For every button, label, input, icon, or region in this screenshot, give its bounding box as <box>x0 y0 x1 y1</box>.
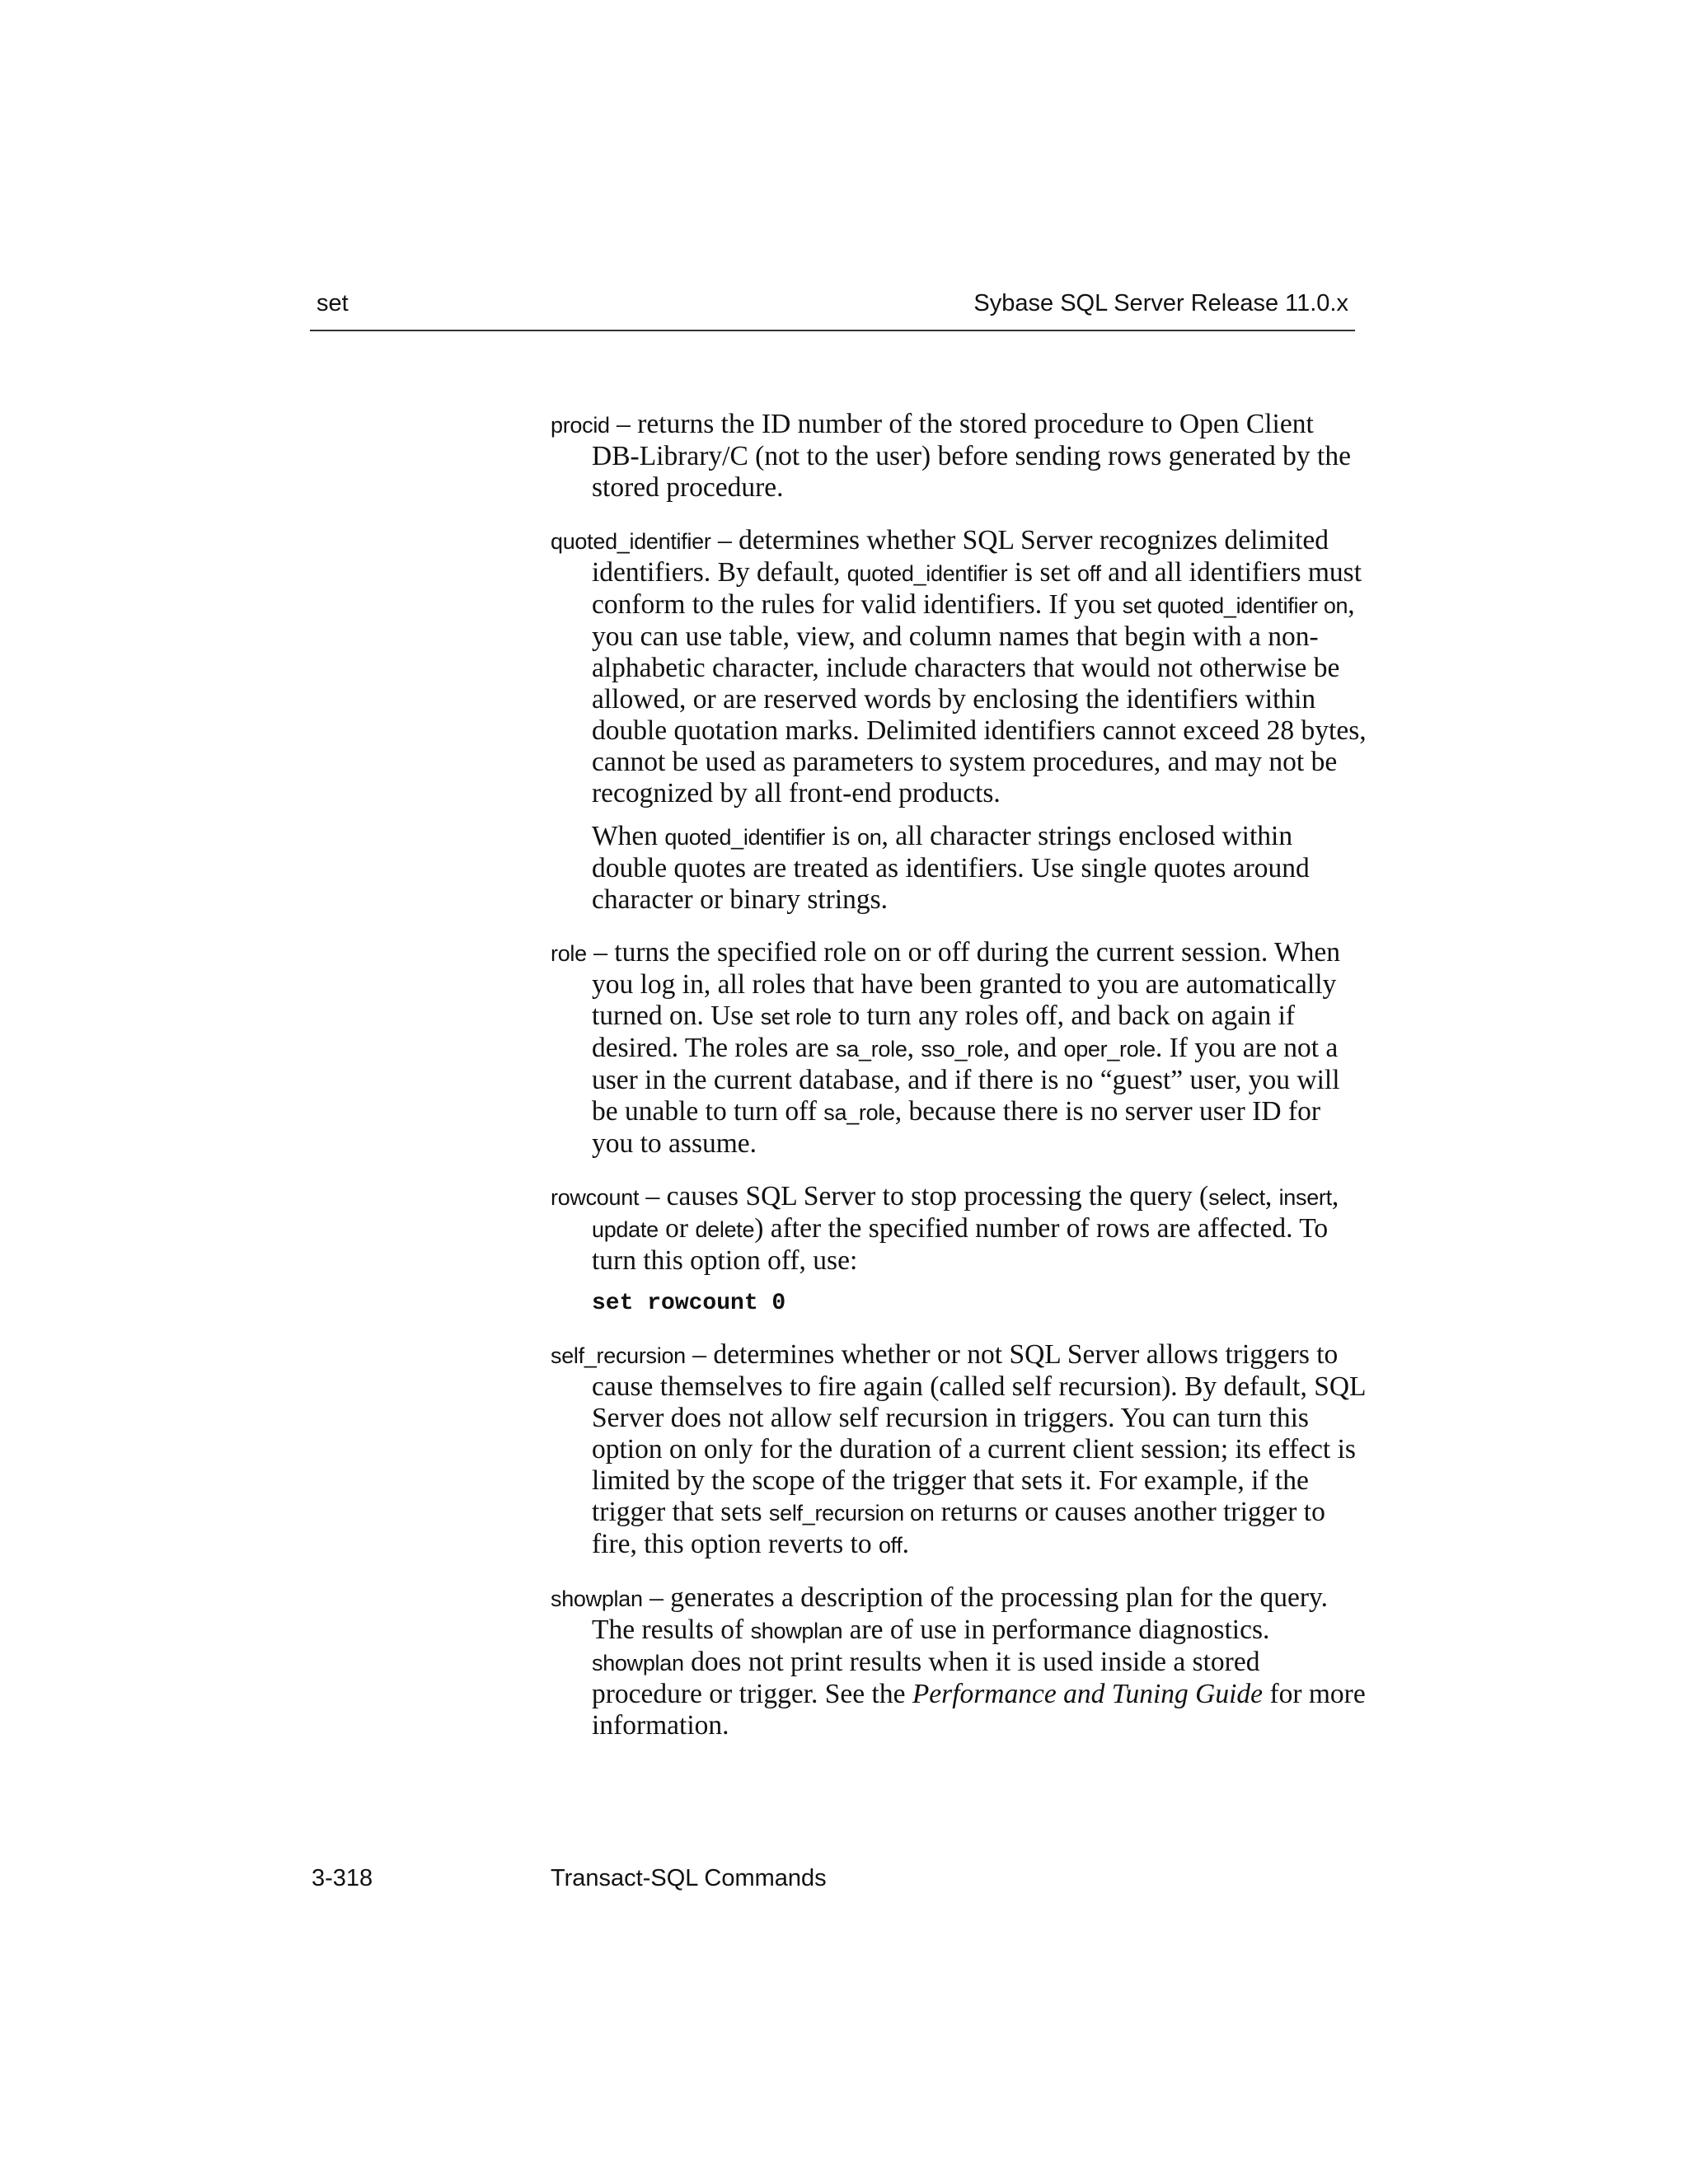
keyword: showplan <box>750 1619 843 1643</box>
footer-chapter-title: Transact-SQL Commands <box>551 1865 827 1891</box>
keyword: sa_role <box>836 1037 907 1062</box>
text-run: is set <box>1007 557 1078 588</box>
option-term: role <box>551 941 587 966</box>
text-run: for more information. <box>592 1679 1366 1741</box>
header-section-name: set <box>316 290 349 316</box>
keyword: update <box>592 1217 659 1242</box>
text-run: – generates a description of the processing plan for the query. The results of <box>592 1582 1329 1645</box>
text-run: to turn any roles off, and back on again if desired. The roles are <box>592 1001 1296 1063</box>
keyword: quoted_identifier <box>846 561 1008 586</box>
text-run: and all identifiers must conform to the rules for valid identifiers. If you <box>592 557 1362 620</box>
text-run: , <box>907 1033 921 1063</box>
text-run: . <box>902 1529 909 1559</box>
text-run: When <box>592 821 665 851</box>
keyword: showplan <box>592 1651 684 1675</box>
page-number: 3-318 <box>312 1865 373 1891</box>
option-term: procid <box>551 413 610 438</box>
text-run: , all character strings enclosed within double quotes are treated as identifiers. Use single quotes around character or binary strings. <box>592 821 1310 915</box>
keyword: off <box>1077 561 1101 586</box>
text-run: does not print results when it is used inside a stored procedure or trigger. See the <box>592 1647 1260 1709</box>
text-run: . If you are not a user in the current database, and if there is no “guest” user, you will be unable to turn off <box>592 1033 1340 1127</box>
page-header <box>310 287 1355 331</box>
option-term: rowcount <box>551 1185 640 1210</box>
text-run: – determines whether or not SQL Server allows triggers to cause themselves to fire again (called self recursion). By default, SQL Server does not allow self recursion in triggers. You can turn this option on only for the duration of a current client session; its effect is limited by the scope of the trigger that sets it. For example, if the trigger that sets <box>592 1339 1366 1527</box>
entry-procid <box>551 409 1367 504</box>
option-term: quoted_identifier <box>551 529 711 554</box>
document-body <box>551 409 1367 1763</box>
text-run: ) after the specified number of rows are affected. To turn this option off, use: <box>592 1213 1329 1276</box>
entry-role <box>551 937 1367 1160</box>
keyword: set quoted_identifier on <box>1122 593 1348 618</box>
book-title: Performance and Tuning Guide <box>912 1679 1264 1709</box>
header-release-title: Sybase SQL Server Release 11.0.x <box>973 290 1348 316</box>
keyword: on <box>857 825 882 850</box>
text-run: , because there is no server user ID for you to assume. <box>592 1096 1320 1159</box>
keyword: select <box>1208 1185 1265 1210</box>
keyword: oper_role <box>1063 1037 1156 1062</box>
keyword: off <box>878 1533 903 1558</box>
entry-quoted-identifier <box>551 525 1367 809</box>
entry-self-recursion <box>551 1339 1367 1561</box>
entry-rowcount <box>551 1181 1367 1277</box>
text-run: , and <box>1002 1033 1064 1063</box>
keyword: delete <box>695 1217 755 1242</box>
text-run: returns or causes another trigger to fire, this option reverts to <box>592 1497 1325 1559</box>
code-example: set rowcount 0 <box>592 1291 786 1316</box>
text-run: , you can use table, view, and column names that begin with a non-alphabetic character, include characters that would not otherwise be allowed, or are reserved words by enclosing the identifiers within double quotation marks. Delimited identifiers cannot exceed 28 bytes, cannot be used as parameters to system procedures, and may not be recognized by all front-end products. <box>592 589 1367 808</box>
keyword: quoted_identifier <box>664 825 825 850</box>
keyword: sa_role <box>823 1100 895 1125</box>
option-term: showplan <box>551 1586 643 1611</box>
text-run: , <box>1331 1181 1339 1212</box>
keyword: sso_role <box>921 1037 1003 1062</box>
text-run: – causes SQL Server to stop processing the query ( <box>639 1181 1209 1212</box>
option-term: self_recursion <box>551 1343 686 1368</box>
option-description: – returns the ID number of the stored procedure to Open Client DB-Library/C (not to the user) before sending rows generated by the stored procedure. <box>592 409 1351 503</box>
quoted-identifier-paragraph-2 <box>592 821 1367 916</box>
text-run: are of use in performance diagnostics. <box>842 1615 1270 1645</box>
text-run: is <box>824 821 858 851</box>
text-run: or <box>658 1213 696 1244</box>
entry-showplan <box>551 1582 1367 1741</box>
text-run: , <box>1264 1181 1279 1212</box>
text-run: – determines whether SQL Server recognizes delimited identifiers. By default, <box>592 525 1329 588</box>
keyword: set role <box>760 1005 832 1029</box>
text-run: – turns the specified role on or off during the current session. When you log in, all roles that have been granted to you are automatically turned on. Use <box>586 937 1341 1031</box>
keyword: insert <box>1278 1185 1332 1210</box>
keyword: self_recursion on <box>768 1501 935 1526</box>
